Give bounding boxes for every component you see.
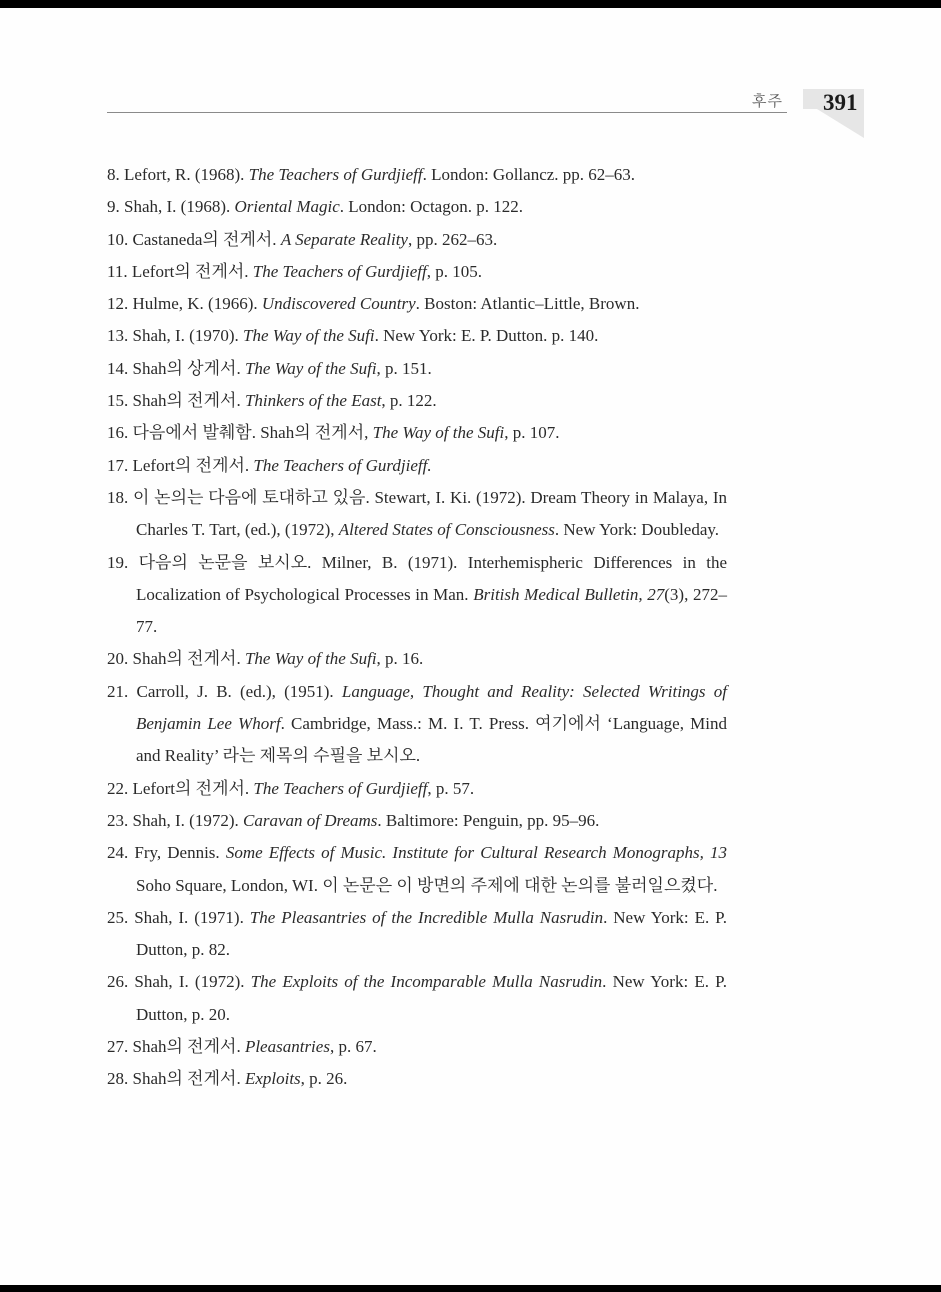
endnote-text: , p. 67. [329,1037,377,1057]
endnote-text: . New York: E. P. Dutton. p. 140. [374,326,599,346]
endnote-title: The Way of the Sufi [244,649,377,669]
endnote-text: Lefort의 전게서. [128,455,254,475]
endnote-text: Hulme, K. (1966). [128,294,262,314]
endnote-number: 11. [107,261,128,281]
endnote-number: 28. [107,1069,129,1089]
endnote-title: The Exploits of the Incomparable Mulla Nasrudin [250,972,603,992]
endnote-item [107,902,727,967]
endnote-text: Shah의 상게서. [128,358,245,378]
endnote-title: The Way of the Sufi [242,326,375,346]
endnote-text: (3), 272–77. [136,584,728,637]
endnote-text: , p. 16. [376,649,424,669]
endnote-item [107,966,727,1031]
endnote-text: , p. 105. [426,261,482,281]
endnote-title: Altered States of Consciousness [338,520,555,540]
endnote-item [107,417,727,449]
endnote-item [107,288,727,320]
endnote-text: , pp. 262–63. [407,229,498,249]
endnote-number: 17. [107,455,129,475]
endnote-number: 23. [107,810,129,830]
endnote-text: Shah, I. (1970). [128,326,243,346]
endnote-title: Oriental Magic [234,197,340,217]
endnote-title: The Teachers of Gurdjieff [252,261,427,281]
endnote-item [107,450,727,482]
endnotes-list [107,159,727,1096]
endnote-text: , p. 122. [381,391,437,411]
endnote-text: . New York: E. P. Dutton, p. 20. [136,972,727,1024]
endnote-text: Castaneda의 전게서. [128,229,281,249]
endnote-item [107,676,727,773]
endnote-number: 27. [107,1037,129,1057]
endnote-item [107,837,727,902]
endnote-number: 20. [107,649,129,669]
endnote-text: . Boston: Atlantic–Little, Brown. [415,294,640,314]
endnote-text: . New York: E. P. Dutton, p. 82. [136,907,727,960]
endnote-title: Thinkers of the East [244,391,382,411]
endnote-text: , p. 107. [504,423,560,443]
endnote-text: . New York: Doubleday. [554,520,720,540]
endnote-text: Shah, I. (1971). [128,907,250,927]
endnote-title: Exploits [244,1069,301,1089]
endnote-number: 13. [107,326,129,346]
endnote-number: 26. [107,972,129,992]
endnote-title: The Teachers of Gurdjieff [248,165,423,184]
endnote-item [107,1031,727,1063]
endnote-title: Language, Thought and Reality: Selected Writings of Benjamin Lee Whorf [136,681,727,734]
endnote-number: 24. [107,843,129,863]
endnote-text: . London: Gollancz. pp. 62–63. [422,165,636,184]
endnote-title: The Way of the Sufi [372,423,505,443]
top-border [0,0,941,8]
endnote-item [107,191,727,223]
endnote-title: Caravan of Dreams [242,810,378,830]
endnote-title: Undiscovered Country [261,294,416,314]
endnote-title: Some Effects of Music. Institute for Cultural Research Monographs, 13 [225,843,727,863]
endnote-text: 다음의 논문을 보시오. Milner, B. (1971). Interhemispheric Differences in the Localization of Psychological Processes in Man. [128,552,727,604]
endnote-title: A Separate Reality [280,229,408,249]
endnote-number: 8. [107,165,120,184]
endnote-number: 19. [107,552,129,572]
endnote-number: 12. [107,294,129,314]
page-number: 391 [823,90,858,115]
endnote-item [107,482,727,547]
endnote-text: . Baltimore: Penguin, pp. 95–96. [377,810,600,830]
endnote-title: The Teachers of Gurdjieff [253,778,428,798]
endnote-title: The Pleasantries of the Incredible Mulla Nasrudin [249,907,604,927]
endnote-text: Shah, I. (1972). [128,810,243,830]
endnote-item [107,224,727,256]
endnote-text: Lefort의 전게서. [128,778,254,798]
endnote-number: 10. [107,229,129,249]
endnote-number: 21. [107,681,129,701]
endnote-number: 22. [107,778,129,798]
endnote-item [107,773,727,805]
endnote-item [107,805,727,837]
endnote-text: 다음에서 발췌함. Shah의 전게서, [128,423,373,443]
endnote-text: Shah, I. (1972). [128,972,251,992]
endnote-title: The Teachers of Gurdjieff. [253,455,432,475]
endnote-item [107,256,727,288]
endnote-item [107,547,727,644]
endnote-item [107,353,727,385]
endnote-title: The Way of the Sufi [244,358,377,378]
bottom-border [0,1285,941,1292]
endnote-text: Fry, Dennis. [128,843,226,863]
endnote-text: . London: Octagon. p. 122. [339,197,523,217]
endnote-item [107,320,727,352]
endnote-item [107,643,727,675]
endnote-text: , p. 151. [376,358,432,378]
endnote-text: Soho Square, London, WI. 이 논문은 이 방면의 주제에 대한 논의를 불러일으켰다. [136,875,718,895]
endnote-text: Shah의 전게서. [128,391,245,411]
endnote-item [107,1063,727,1095]
endnote-item [107,385,727,417]
endnote-number: 9. [107,197,120,217]
endnote-text: . Cambridge, Mass.: M. I. T. Press. 여기에서 ‘Language, Mind and Reality’ 라는 제목의 수필을 보시오. [136,714,727,766]
endnote-number: 14. [107,358,129,378]
endnote-text: , p. 57. [427,778,475,798]
endnote-text: Lefort의 전게서. [127,261,253,281]
endnote-text: Shah의 전게서. [128,1069,245,1089]
endnote-text: Carroll, J. B. (ed.), (1951). [128,681,342,701]
endnote-number: 16. [107,423,129,443]
endnote-number: 15. [107,391,129,411]
endnote-number: 18. [107,487,129,507]
endnote-text: Shah, I. (1968). [119,197,235,217]
endnote-text: , p. 26. [300,1069,348,1089]
endnote-text: Shah의 전게서. [128,649,245,669]
endnote-text: 이 논의는 다음에 토대하고 있음. Stewart, I. Ki. (1972). Dream Theory in Malaya, In Charles T. Tart, (ed.), (1972), [128,487,727,540]
endnote-title: British Medical Bulletin, 27 [473,584,665,604]
endnote-item [107,159,727,191]
endnote-title: Pleasantries [244,1037,330,1057]
endnote-number: 25. [107,907,129,927]
endnote-text: Lefort, R. (1968). [119,165,249,184]
running-head: 후주 [752,92,783,110]
endnote-text: Shah의 전게서. [128,1037,245,1057]
header-rule [107,112,787,113]
